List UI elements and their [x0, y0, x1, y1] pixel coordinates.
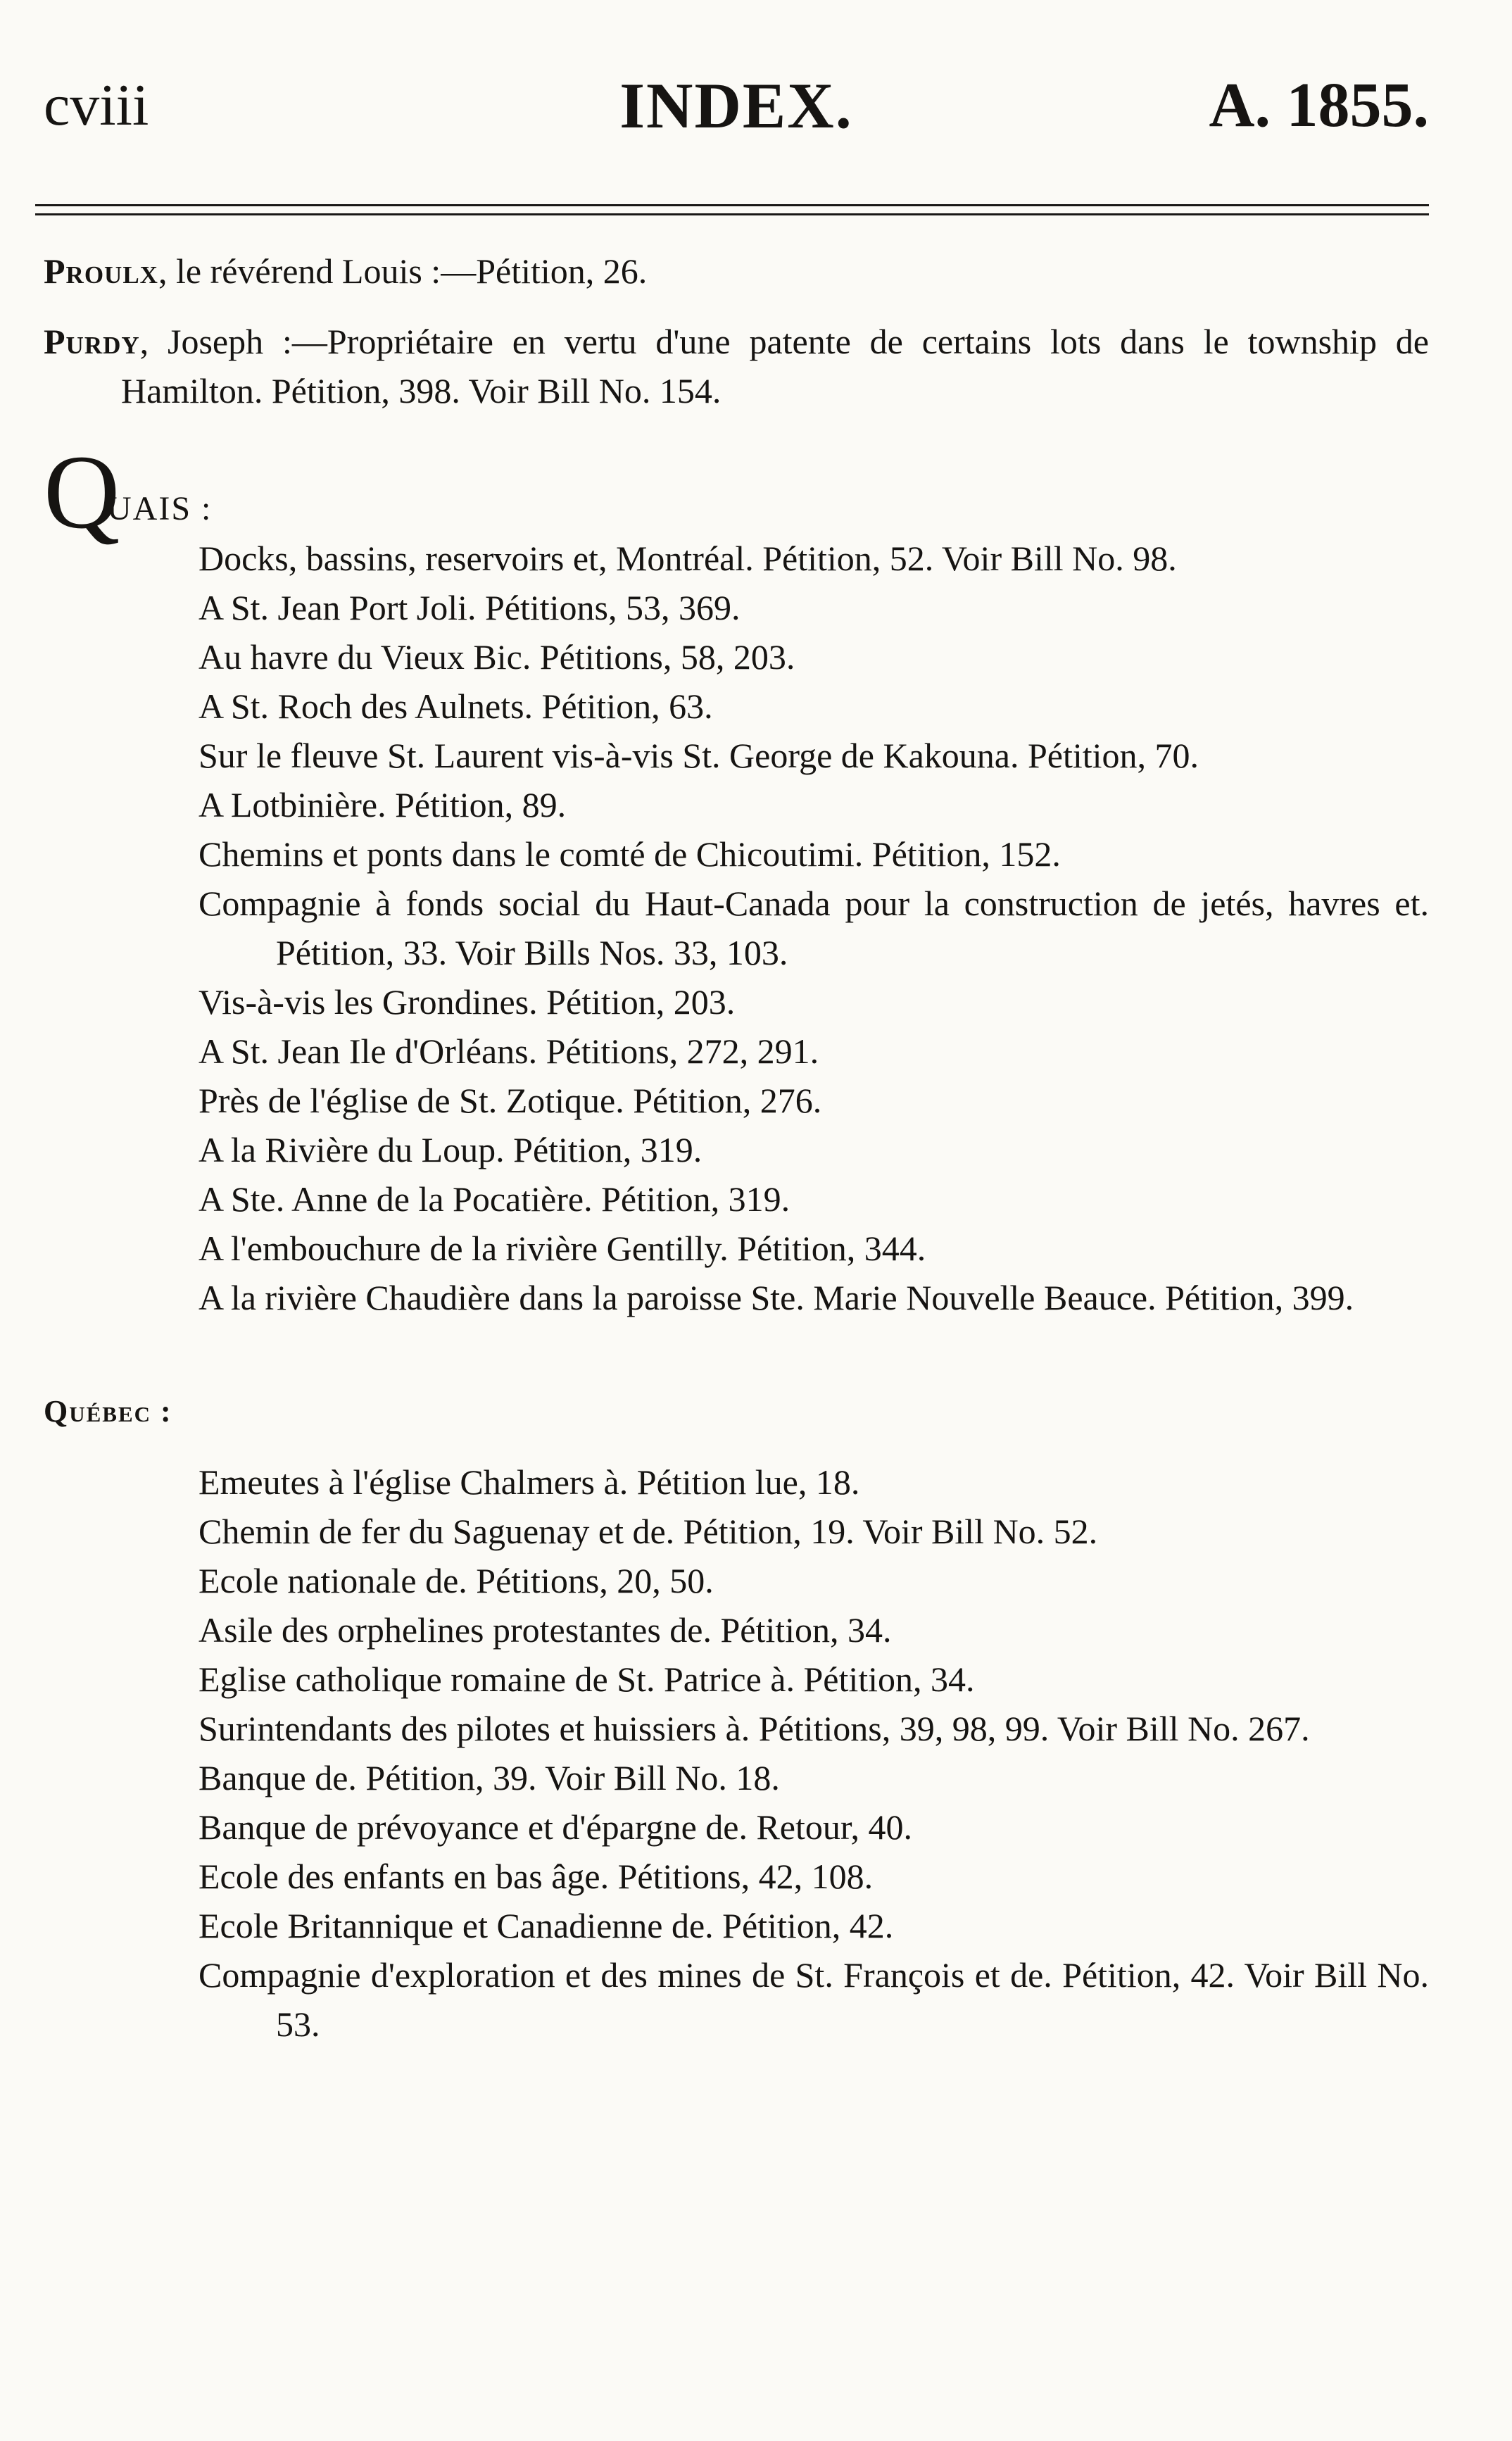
- entry-text: , Joseph :—Propriétaire en vertu d'une patente de certains lots dans le township de Hamilton. Pétition, 398. Voir Bill No. 154.: [121, 322, 1429, 410]
- list-item: A St. Roch des Aulnets. Pétition, 63.: [199, 686, 713, 726]
- list-item: Banque de. Pétition, 39. Voir Bill No. 18.: [199, 1758, 780, 1797]
- page-header: [44, 67, 1429, 144]
- list-item: A la Rivière du Loup. Pétition, 319.: [199, 1130, 703, 1169]
- index-entry-proulx: [44, 246, 1429, 296]
- list-item: Vis-à-vis les Grondines. Pétition, 203.: [199, 982, 736, 1022]
- list-item: Eglise catholique romaine de St. Patrice à. Pétition, 34.: [199, 1659, 975, 1699]
- section-heading-rest: UAIS :: [107, 490, 213, 527]
- index-body: [44, 246, 1429, 2049]
- list-item: Ecole nationale de. Pétitions, 20, 50.: [199, 1561, 714, 1600]
- index-entry-purdy: [44, 317, 1429, 415]
- page-title: INDEX.: [619, 70, 853, 142]
- list-item: Compagnie d'exploration et des mines de St. François et de. Pétition, 42. Voir Bill No. 53.: [199, 1955, 1429, 2044]
- section-heading-quais: [44, 434, 1429, 551]
- list-item: A l'embouchure de la rivière Gentilly. Pétition, 344.: [199, 1229, 926, 1268]
- entry-text: , le révérend Louis :—Pétition, 26.: [158, 251, 648, 291]
- list-item: Docks, bassins, reservoirs et, Montréal. Pétition, 52. Voir Bill No. 98.: [199, 539, 1177, 578]
- header-rule-top: [35, 204, 1429, 206]
- list-item: Surintendants des pilotes et huissiers à. Pétitions, 39, 98, 99. Voir Bill No. 267.: [199, 1709, 1310, 1748]
- volume-year: A. 1855.: [1209, 70, 1429, 140]
- list-item: A Lotbinière. Pétition, 89.: [199, 785, 567, 824]
- drop-cap: Q: [44, 434, 120, 551]
- list-item: Près de l'église de St. Zotique. Pétition, 276.: [199, 1081, 822, 1120]
- list-item: A St. Jean Ile d'Orléans. Pétitions, 272, 291.: [199, 1031, 819, 1071]
- list-item: Au havre du Vieux Bic. Pétitions, 58, 203.: [199, 637, 795, 677]
- list-item: A la rivière Chaudière dans la paroisse Ste. Marie Nouvelle Beauce. Pétition, 399.: [199, 1278, 1354, 1317]
- list-item: Emeutes à l'église Chalmers à. Pétition lue, 18.: [199, 1462, 860, 1502]
- entry-name: Proulx: [44, 251, 158, 291]
- list-item: Ecole Britannique et Canadienne de. Pétition, 42.: [199, 1906, 894, 1945]
- list-item: A Ste. Anne de la Pocatière. Pétition, 319.: [199, 1179, 790, 1219]
- page-number: cviii: [44, 73, 149, 138]
- list-item: Banque de prévoyance et d'épargne de. Retour, 40.: [199, 1807, 913, 1847]
- list-item: A St. Jean Port Joli. Pétitions, 53, 369.: [199, 588, 741, 627]
- list-item: Compagnie à fonds social du Haut-Canada pour la construction de jetés, havres et. Pétition, 33. Voir Bills Nos. 33, 103.: [199, 884, 1429, 972]
- list-item: Sur le fleuve St. Laurent vis-à-vis St. George de Kakouna. Pétition, 70.: [199, 736, 1199, 775]
- header-rule-bottom: [35, 213, 1429, 215]
- entry-name: Purdy: [44, 322, 140, 361]
- list-item: Chemins et ponts dans le comté de Chicoutimi. Pétition, 152.: [199, 834, 1061, 874]
- list-item: Chemin de fer du Saguenay et de. Pétition, 19. Voir Bill No. 52.: [199, 1512, 1098, 1551]
- section-heading-quebec: Québec :: [44, 1394, 172, 1429]
- list-item: Asile des orphelines protestantes de. Pétition, 34.: [199, 1610, 892, 1650]
- list-item: Ecole des enfants en bas âge. Pétitions, 42, 108.: [199, 1857, 874, 1896]
